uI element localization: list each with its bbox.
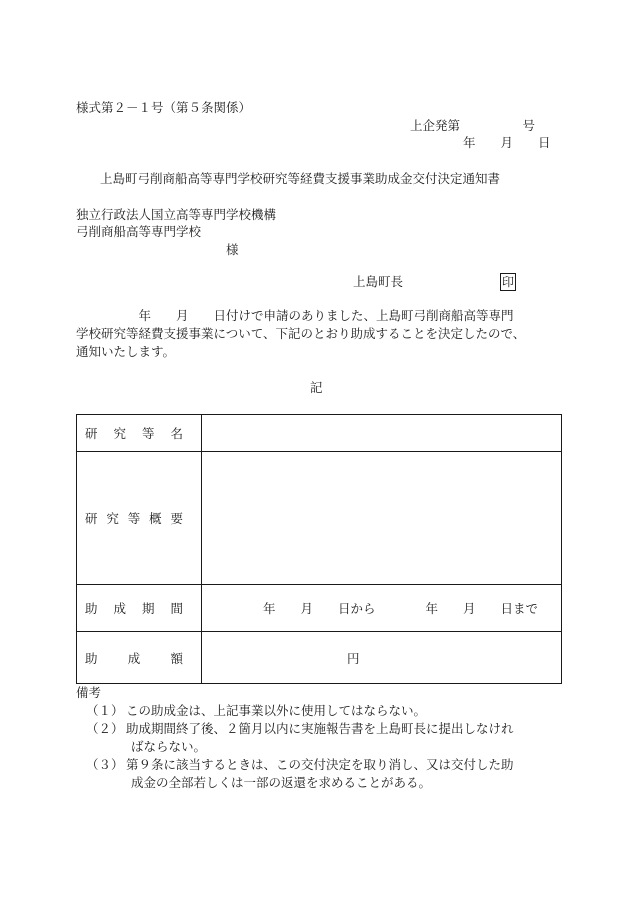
document-number: 上企発第 号 <box>410 118 536 133</box>
remarks-section <box>76 684 566 792</box>
value-research-summary[interactable] <box>202 452 562 585</box>
details-table <box>76 414 562 684</box>
issue-date: 年 月 日 <box>463 135 551 150</box>
label-research-name: 研 究 等 名 <box>77 415 202 452</box>
document-title: 上島町弓削商船高等専門学校研究等経費支援事業助成金交付決定通知書 <box>100 171 501 186</box>
body-line-1: 年 月 日付けで申請のありました、上島町弓削商船高等専門 <box>76 308 514 323</box>
value-grant-period[interactable]: 年 月 日から 年 月 日まで <box>202 585 562 632</box>
table-row-research-name <box>77 415 562 452</box>
recipient-organization: 独立行政法人国立高等専門学校機構 <box>76 207 277 222</box>
form-number: 様式第２－１号（第５条関係） <box>76 100 252 115</box>
recipient-honorific: 様 <box>226 242 239 257</box>
seal-stamp: 印 <box>501 275 514 289</box>
value-grant-amount[interactable]: 円 <box>202 632 562 684</box>
table-row-research-summary <box>77 452 562 585</box>
body-line-3: 通知いたします。 <box>76 344 176 359</box>
body-line-2: 学校研究等経費支援事業について、下記のとおり助成することを決定したので、 <box>76 326 526 341</box>
table-row-grant-period <box>77 585 562 632</box>
label-research-summary: 研 究 等 概 要 <box>77 452 202 585</box>
sender-name: 上島町長 <box>353 274 404 289</box>
remark-item: （１） この助成金は、上記事業以外に使用してはならない。 <box>86 703 427 718</box>
recipient-school: 弓削商船高等専門学校 <box>76 224 202 239</box>
remark-item: （３） 第９条に該当するときは、この交付決定を取り消し、又は交付した助 <box>86 757 514 772</box>
notification-body <box>76 307 566 361</box>
remark-item: （２） 助成期間終了後、２箇月以内に実施報告書を上島町長に提出しなけれ <box>86 721 514 736</box>
ki-heading: 記 <box>310 380 323 395</box>
remarks-heading: 備考 <box>76 685 102 700</box>
remark-item-continued: ばならない。 <box>131 739 207 754</box>
value-research-name[interactable] <box>202 415 562 452</box>
label-grant-period: 助 成 期 間 <box>77 585 202 632</box>
remark-item-continued: 成金の全部若しくは一部の返還を求めることがある。 <box>131 775 432 790</box>
label-grant-amount: 助 成 額 <box>77 632 202 684</box>
table-row-grant-amount <box>77 632 562 684</box>
